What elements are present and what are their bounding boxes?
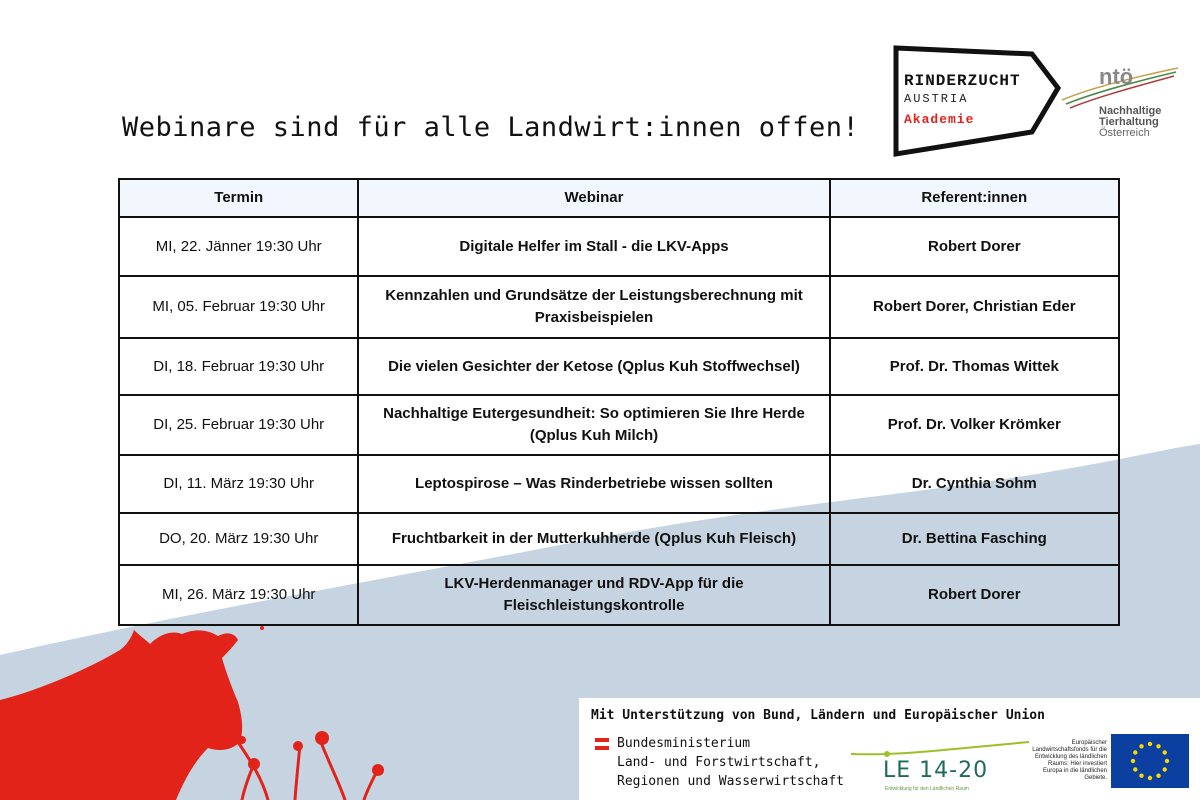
cell-referent: Prof. Dr. Thomas Wittek: [830, 338, 1119, 395]
eu-star-icon: [1163, 750, 1167, 754]
nto-logo-line1: Nachhaltige: [1099, 105, 1162, 117]
eu-star-icon: [1156, 744, 1160, 748]
ministry-line3: Regionen und Wasserwirtschaft: [617, 774, 844, 789]
rinderzucht-logo-line3: Akademie: [904, 112, 975, 127]
le-logo-subtitle: Entwicklung für den Ländlichen Raum: [885, 786, 969, 792]
table-row: [119, 395, 1119, 455]
eu-star-icon: [1165, 759, 1169, 763]
ministry-line2: Land- und Forstwirtschaft,: [617, 755, 821, 770]
table-row: [119, 217, 1119, 276]
eu-star-icon: [1139, 774, 1143, 778]
eu-star-icon: [1163, 767, 1167, 771]
eu-star-icon: [1133, 750, 1137, 754]
cell-referent: Robert Dorer: [830, 565, 1119, 625]
table-row: [119, 455, 1119, 513]
cell-webinar: Die vielen Gesichter der Ketose (Qplus Kuh Stoffwechsel): [358, 338, 829, 395]
table-row: [119, 276, 1119, 338]
cell-termin: MI, 26. März 19:30 Uhr: [119, 565, 358, 625]
table-row: [119, 338, 1119, 395]
cell-webinar: Leptospirose – Was Rinderbetriebe wissen sollten: [358, 455, 829, 513]
cell-referent: Robert Dorer: [830, 217, 1119, 276]
eu-star-icon: [1131, 759, 1135, 763]
nto-logo-line3: Österreich: [1099, 127, 1150, 139]
cell-termin: DO, 20. März 19:30 Uhr: [119, 513, 358, 565]
cell-referent: Prof. Dr. Volker Krömker: [830, 395, 1119, 455]
webinar-schedule-table: [118, 178, 1120, 626]
header-termin: Termin: [119, 179, 358, 217]
cell-termin: MI, 05. Februar 19:30 Uhr: [119, 276, 358, 338]
cell-referent: Robert Dorer, Christian Eder: [830, 276, 1119, 338]
cell-webinar: LKV-Herdenmanager und RDV-App für die Fleischleistungskontrolle: [358, 565, 829, 625]
rinderzucht-logo-line2: AUSTRIA: [904, 92, 969, 106]
table-header-row: [119, 179, 1119, 217]
rinderzucht-logo-line1: RINDERZUCHT: [904, 72, 1021, 90]
cell-referent: Dr. Bettina Fasching: [830, 513, 1119, 565]
ministry-line1: Bundesministerium: [617, 736, 751, 751]
cell-webinar: Kennzahlen und Grundsätze der Leistungsberechnung mit Praxisbeispielen: [358, 276, 829, 338]
austria-flag-icon: [595, 738, 609, 750]
cell-webinar: Nachhaltige Eutergesundheit: So optimieren Sie Ihre Herde (Qplus Kuh Milch): [358, 395, 829, 455]
table-row: [119, 565, 1119, 625]
header-referent: Referent:innen: [830, 179, 1119, 217]
cell-webinar: Fruchtbarkeit in der Mutterkuhherde (Qplus Kuh Fleisch): [358, 513, 829, 565]
cell-termin: MI, 22. Jänner 19:30 Uhr: [119, 217, 358, 276]
table-row: [119, 513, 1119, 565]
eu-fund-text: Europäischer Landwirtschaftsfonds für die Entwicklung des ländlichen Raums: Hier investiert Europa in die ländlichen Gebiete.: [1032, 740, 1107, 781]
cell-termin: DI, 11. März 19:30 Uhr: [119, 455, 358, 513]
header-webinar: Webinar: [358, 179, 829, 217]
eu-flag-icon: [1111, 734, 1189, 788]
page-headline: Webinare sind für alle Landwirt:innen offen!: [122, 112, 860, 143]
cell-termin: DI, 25. Februar 19:30 Uhr: [119, 395, 358, 455]
cell-referent: Dr. Cynthia Sohm: [830, 455, 1119, 513]
eu-star-icon: [1148, 742, 1152, 746]
nto-logo-mark: ntö: [1099, 64, 1134, 89]
eu-star-icon: [1139, 744, 1143, 748]
nto-logo-line2: Tierhaltung: [1099, 116, 1159, 128]
sponsor-title: Mit Unterstützung von Bund, Ländern und Europäischer Union: [591, 708, 1045, 723]
cell-termin: DI, 18. Februar 19:30 Uhr: [119, 338, 358, 395]
le-logo-text: LE 14-20: [883, 758, 989, 783]
sponsor-panel: [579, 698, 1200, 800]
eu-star-icon: [1133, 767, 1137, 771]
cell-webinar: Digitale Helfer im Stall - die LKV-Apps: [358, 217, 829, 276]
eu-star-icon: [1148, 776, 1152, 780]
eu-star-icon: [1156, 774, 1160, 778]
